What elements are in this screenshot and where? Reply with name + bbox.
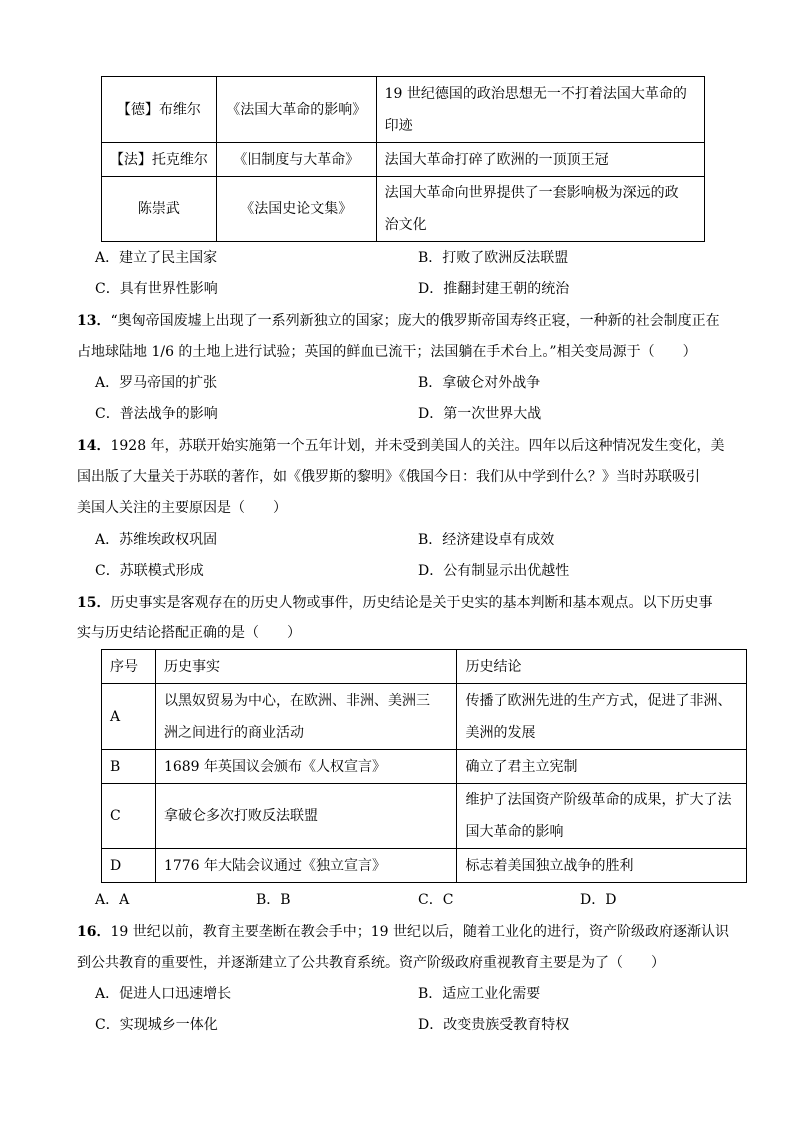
view-line: 法国大革命向世界提供了一套影响极为深远的政: [384, 185, 679, 201]
table-cell-view: [376, 177, 704, 242]
view-line: 治文化: [384, 217, 427, 233]
table-row: [102, 849, 747, 883]
table-cell-work: 《法国史论文集》: [216, 177, 376, 242]
question-number: 13．: [77, 313, 111, 329]
question-number: 15．: [77, 595, 111, 611]
table-cell-author: 【德】布维尔: [102, 77, 217, 143]
q13-option-a[interactable]: A．罗马帝国的扩张: [95, 375, 218, 391]
fact-line: 洲之间进行的商业活动: [163, 724, 304, 741]
q13-stem-line: 占地球陆地 1/6 的土地上进行试验；英国的鲜血已流干；法国躺在手术台上。”相关变局源于（ ）: [77, 344, 697, 360]
row-conclusion: [457, 684, 747, 750]
q15-stem-line: 实与历史结论搭配正确的是（ ）: [77, 625, 301, 641]
table-row: [102, 784, 747, 849]
row-fact: 拿破仑多次打败反法联盟: [155, 784, 457, 849]
q14-option-c[interactable]: C．苏联模式形成: [95, 563, 204, 579]
q16-option-d[interactable]: D．改变贵族受教育特权: [418, 1017, 570, 1033]
q13-text: “奥匈帝国废墟上出现了一系列新独立的国家；庞大的俄罗斯帝国寿终正寝，一种新的社会制度正在: [110, 313, 720, 329]
table-row: [102, 750, 747, 784]
q14-stem-line: 国出版了大量关于苏联的著作，如《俄罗斯的黎明》《俄国今日：我们从中学到什么？》当时苏联吸引: [77, 469, 700, 485]
q12-option-a[interactable]: A．建立了民主国家: [95, 250, 218, 266]
table-cell-work: 《法国大革命的影响》: [216, 77, 376, 143]
conclusion-line: 国大革命的影响: [465, 824, 564, 840]
q16-option-a[interactable]: A．促进人口迅速增长: [95, 986, 232, 1002]
q13-stem-line: [77, 311, 720, 331]
table-row: [102, 177, 705, 242]
row-conclusion: 确立了君主立宪制: [457, 750, 747, 784]
row-fact: 1776 年大陆会议通过《独立宣言》: [155, 849, 457, 883]
row-id: D: [102, 849, 156, 883]
table-cell-author: 陈崇武: [102, 177, 217, 242]
q14-stem-line: 美国人关注的主要原因是（ ）: [77, 500, 287, 516]
q16-option-b[interactable]: B．适应工业化需要: [418, 986, 541, 1002]
facts-conclusions-table: [101, 649, 747, 883]
question-number: 14．: [77, 438, 111, 454]
q15-option-d[interactable]: D．D: [580, 892, 617, 908]
row-conclusion: 标志着美国独立战争的胜利: [457, 849, 747, 883]
q12-option-c[interactable]: C．具有世界性影响: [95, 281, 218, 297]
conclusion-line: 维护了法国资产阶级革命的成果，扩大了法: [465, 792, 732, 808]
row-conclusion: [457, 784, 747, 849]
table-cell-author: 【法】托克维尔: [102, 143, 217, 177]
view-line: 19 世纪德国的政治思想无一不打着法国大革命的: [384, 85, 687, 102]
q15-option-c[interactable]: C．C: [418, 892, 454, 908]
q13-option-d[interactable]: D．第一次世界大战: [418, 406, 542, 422]
q15-option-b[interactable]: B．B: [256, 892, 291, 908]
row-fact: 1689 年英国议会颁布《人权宣言》: [155, 750, 457, 784]
historian-views-table: [101, 76, 705, 242]
q15-option-a[interactable]: A．A: [95, 892, 130, 908]
conclusion-line: 传播了欧洲先进的生产方式，促进了非洲、: [465, 692, 732, 709]
q14-option-d[interactable]: D．公有制显示出优越性: [418, 563, 570, 579]
q13-option-b[interactable]: B．拿破仑对外战争: [418, 375, 541, 391]
row-id: A: [102, 684, 156, 750]
table-cell-view: 法国大革命打碎了欧洲的一顶顶王冠: [376, 143, 704, 177]
table-row: [102, 77, 705, 143]
row-id: B: [102, 750, 156, 784]
q16-option-c[interactable]: C．实现城乡一体化: [95, 1017, 218, 1033]
question-number: 16．: [77, 924, 111, 940]
conclusion-line: 美洲的发展: [465, 724, 536, 741]
table-cell-view: [376, 77, 704, 143]
q14-text: 1928 年，苏联开始实施第一个五年计划，并未受到美国人的关注。四年以后这种情况发生变化，美: [110, 438, 725, 454]
header-cell-conclusion: 历史结论: [457, 650, 747, 684]
q14-option-b[interactable]: B．经济建设卓有成效: [418, 532, 555, 548]
header-cell-fact: 历史事实: [155, 650, 457, 684]
row-fact: [155, 684, 457, 750]
q12-option-b[interactable]: B．打败了欧洲反法联盟: [418, 250, 569, 266]
q16-stem-line: 到公共教育的重要性，并逐渐建立了公共教育系统。资产阶级政府重视教育主要是为了（ ）: [77, 955, 665, 971]
q14-stem-line: [77, 436, 725, 456]
table-row: [102, 684, 747, 750]
q16-text: 19 世纪以前，教育主要垄断在教会手中；19 世纪以后，随着工业化的进行，资产阶级政府逐渐认识: [110, 924, 730, 940]
q15-text: 历史事实是客观存在的历史人物或事件，历史结论是关于史实的基本判断和基本观点。以下历史事: [110, 595, 713, 611]
q12-option-d[interactable]: D．推翻封建王朝的统治: [418, 281, 570, 297]
table-header-row: [102, 650, 747, 684]
table-cell-work: 《旧制度与大革命》: [216, 143, 376, 177]
q13-option-c[interactable]: C．普法战争的影响: [95, 406, 218, 422]
header-cell-id: 序号: [102, 650, 156, 684]
fact-line: 以黑奴贸易为中心，在欧洲、非洲、美洲三: [163, 692, 430, 709]
view-line: 印迹: [384, 117, 413, 134]
q16-stem-line: [77, 922, 729, 942]
table-row: [102, 143, 705, 177]
row-id: C: [102, 784, 156, 849]
q14-option-a[interactable]: A．苏维埃政权巩固: [95, 532, 218, 548]
q15-stem-line: [77, 593, 712, 613]
